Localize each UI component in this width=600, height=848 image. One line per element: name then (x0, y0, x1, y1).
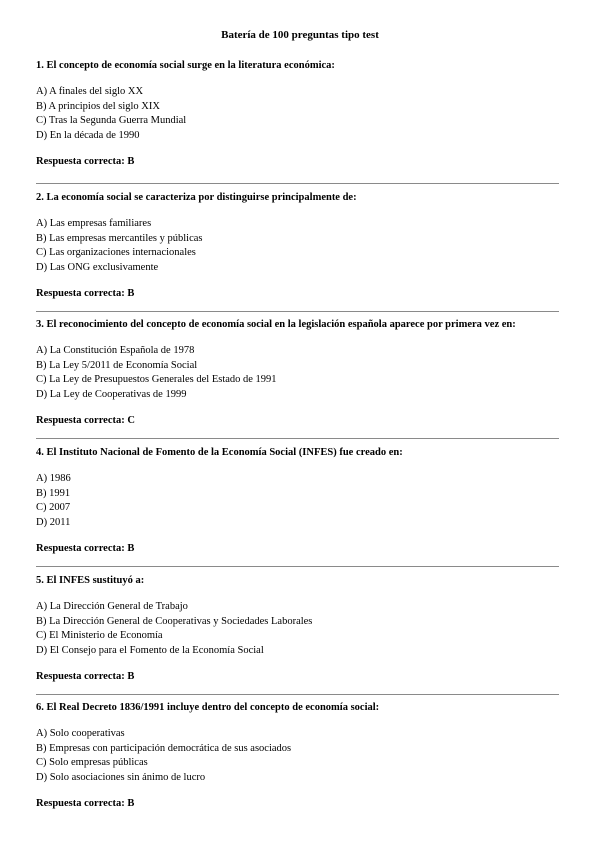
separator-rule (36, 566, 559, 567)
option-c: C) Tras la Segunda Guerra Mundial (36, 115, 187, 127)
separator-rule (36, 694, 559, 695)
question-3 (36, 318, 566, 427)
options-list (36, 344, 566, 402)
document-title: Batería de 100 preguntas tipo test (221, 29, 379, 41)
options-list (36, 600, 566, 658)
correct-answer: Respuesta correcta: B (36, 671, 135, 683)
option-d: D) Solo asociaciones sin ánimo de lucro (36, 771, 206, 783)
option-d: D) En la década de 1990 (36, 129, 140, 141)
question-text: 4. El Instituto Nacional de Fomento de la Economía Social (INFES) fue creado en: (36, 447, 403, 458)
correct-answer: Respuesta correcta: B (36, 543, 135, 555)
option-d: D) Las ONG exclusivamente (36, 261, 159, 273)
option-b: B) La Dirección General de Cooperativas y Sociedades Laborales (36, 615, 313, 627)
option-a: A) Las empresas familiares (36, 218, 152, 229)
option-a: A) La Dirección General de Trabajo (36, 601, 188, 612)
option-a: A) Solo cooperativas (36, 728, 125, 739)
option-c: C) 2007 (36, 502, 71, 514)
option-c: C) El Ministerio de Economía (36, 630, 163, 642)
question-6 (36, 701, 566, 810)
options-list (36, 85, 566, 143)
option-b: B) La Ley 5/2011 de Economía Social (36, 359, 198, 371)
option-a: A) La Constitución Española de 1978 (36, 345, 195, 356)
question-2 (36, 191, 566, 300)
option-d: D) La Ley de Cooperativas de 1999 (36, 388, 187, 400)
correct-answer: Respuesta correcta: B (36, 798, 135, 810)
options-list (36, 217, 566, 275)
separator-rule (36, 438, 559, 439)
option-c: C) Solo empresas públicas (36, 757, 148, 769)
separator-rule (36, 183, 559, 184)
options-list (36, 472, 566, 530)
question-text: 2. La economía social se caracteriza por distinguirse principalmente de: (36, 192, 357, 203)
options-list (36, 727, 566, 785)
option-b: B) A principios del siglo XIX (36, 100, 160, 112)
option-c: C) La Ley de Presupuestos Generales del Estado de 1991 (36, 374, 277, 386)
separator-rule (36, 311, 559, 312)
question-text: 3. El reconocimiento del concepto de economía social en la legislación española aparece por primera vez en: (36, 319, 516, 330)
question-text: 1. El concepto de economía social surge en la literatura económica: (36, 60, 335, 71)
question-1 (36, 59, 566, 168)
option-b: B) Empresas con participación democrática de sus asociados (36, 742, 292, 754)
option-b: B) 1991 (36, 487, 71, 499)
question-5 (36, 574, 566, 683)
option-a: A) 1986 (36, 473, 71, 484)
correct-answer: Respuesta correcta: C (36, 415, 135, 427)
question-text: 6. El Real Decreto 1836/1991 incluye dentro del concepto de economía social: (36, 702, 380, 713)
option-d: D) El Consejo para el Fomento de la Economía Social (36, 644, 264, 656)
question-4 (36, 446, 566, 555)
option-c: C) Las organizaciones internacionales (36, 247, 196, 259)
correct-answer: Respuesta correcta: B (36, 156, 135, 168)
option-b: B) Las empresas mercantiles y públicas (36, 232, 203, 244)
question-text: 5. El INFES sustituyó a: (36, 575, 145, 586)
option-a: A) A finales del siglo XX (36, 86, 144, 97)
option-d: D) 2011 (36, 516, 71, 528)
correct-answer: Respuesta correcta: B (36, 288, 135, 300)
